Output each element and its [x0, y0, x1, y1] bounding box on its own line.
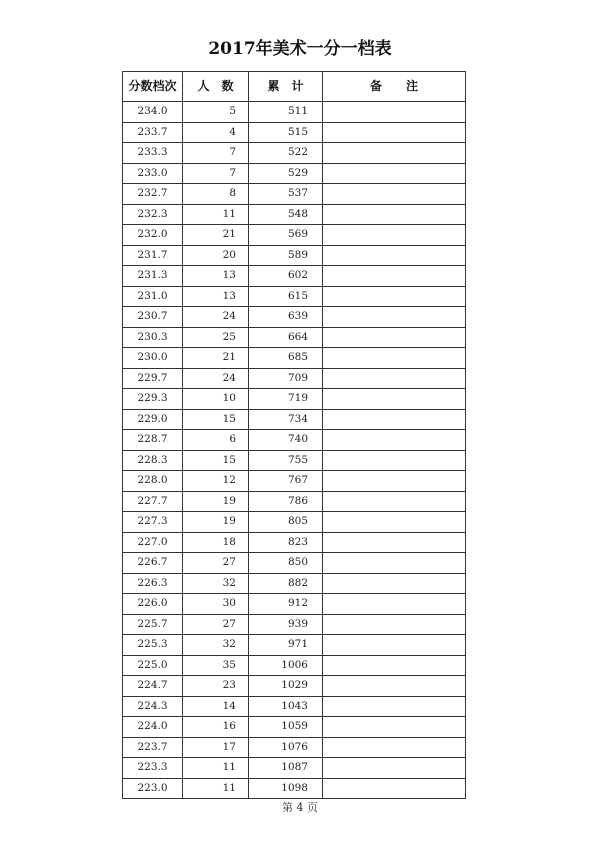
- score-cell: 231.3: [123, 266, 183, 287]
- cumulative-cell: 740: [249, 430, 323, 451]
- count-cell: 7: [183, 163, 249, 184]
- count-cell: 14: [183, 696, 249, 717]
- cumulative-cell: 786: [249, 491, 323, 512]
- cumulative-cell: 882: [249, 573, 323, 594]
- cumulative-cell: 1076: [249, 737, 323, 758]
- count-cell: 11: [183, 778, 249, 799]
- table-row: [123, 471, 466, 492]
- table-row: [123, 368, 466, 389]
- score-cell: 226.0: [123, 594, 183, 615]
- count-cell: 15: [183, 409, 249, 430]
- count-cell: 11: [183, 758, 249, 779]
- cumulative-cell: 850: [249, 553, 323, 574]
- note-cell: [323, 573, 466, 594]
- score-cell: 231.0: [123, 286, 183, 307]
- count-cell: 35: [183, 655, 249, 676]
- score-cell: 226.7: [123, 553, 183, 574]
- cumulative-cell: 515: [249, 122, 323, 143]
- cumulative-cell: 602: [249, 266, 323, 287]
- count-cell: 20: [183, 245, 249, 266]
- note-cell: [323, 696, 466, 717]
- table-row: [123, 758, 466, 779]
- score-cell: 233.3: [123, 143, 183, 164]
- score-cell: 232.3: [123, 204, 183, 225]
- table-row: [123, 655, 466, 676]
- table-row: [123, 348, 466, 369]
- score-cell: 232.7: [123, 184, 183, 205]
- score-cell: 232.0: [123, 225, 183, 246]
- score-cell: 229.0: [123, 409, 183, 430]
- cumulative-cell: 537: [249, 184, 323, 205]
- cumulative-cell: 589: [249, 245, 323, 266]
- count-cell: 19: [183, 491, 249, 512]
- table-row: [123, 409, 466, 430]
- header-score: 分数档次: [123, 72, 183, 102]
- note-cell: [323, 450, 466, 471]
- count-cell: 23: [183, 676, 249, 697]
- note-cell: [323, 491, 466, 512]
- table-row: [123, 307, 466, 328]
- note-cell: [323, 635, 466, 656]
- score-cell: 223.7: [123, 737, 183, 758]
- note-cell: [323, 717, 466, 738]
- count-cell: 24: [183, 368, 249, 389]
- note-cell: [323, 204, 466, 225]
- cumulative-cell: 639: [249, 307, 323, 328]
- note-cell: [323, 266, 466, 287]
- document-title: 2017年美术一分一档表: [208, 39, 392, 59]
- note-cell: [323, 737, 466, 758]
- score-cell: 229.7: [123, 368, 183, 389]
- count-cell: 8: [183, 184, 249, 205]
- score-cell: 229.3: [123, 389, 183, 410]
- count-cell: 32: [183, 635, 249, 656]
- score-cell: 224.0: [123, 717, 183, 738]
- note-cell: [323, 307, 466, 328]
- count-cell: 19: [183, 512, 249, 533]
- count-cell: 15: [183, 450, 249, 471]
- note-cell: [323, 409, 466, 430]
- table-row: [123, 163, 466, 184]
- note-cell: [323, 368, 466, 389]
- cumulative-cell: 971: [249, 635, 323, 656]
- score-cell: 230.0: [123, 348, 183, 369]
- score-cell: 223.0: [123, 778, 183, 799]
- table-body: [123, 102, 466, 799]
- cumulative-cell: 511: [249, 102, 323, 123]
- table-row: [123, 594, 466, 615]
- score-cell: 234.0: [123, 102, 183, 123]
- table-row: [123, 389, 466, 410]
- score-cell: 228.0: [123, 471, 183, 492]
- table-row: [123, 327, 466, 348]
- table-row: [123, 450, 466, 471]
- table-row: [123, 676, 466, 697]
- page-number: 第 4 页: [282, 801, 318, 814]
- table-row: [123, 143, 466, 164]
- count-cell: 5: [183, 102, 249, 123]
- count-cell: 16: [183, 717, 249, 738]
- cumulative-cell: 1006: [249, 655, 323, 676]
- header-note: 备 注: [323, 72, 466, 102]
- note-cell: [323, 512, 466, 533]
- cumulative-cell: 664: [249, 327, 323, 348]
- table-row: [123, 184, 466, 205]
- table-row: [123, 573, 466, 594]
- count-cell: 18: [183, 532, 249, 553]
- score-cell: 225.3: [123, 635, 183, 656]
- score-cell: 224.3: [123, 696, 183, 717]
- score-cell: 228.3: [123, 450, 183, 471]
- cumulative-cell: 548: [249, 204, 323, 225]
- count-cell: 32: [183, 573, 249, 594]
- cumulative-cell: 615: [249, 286, 323, 307]
- cumulative-cell: 1043: [249, 696, 323, 717]
- note-cell: [323, 430, 466, 451]
- score-cell: 227.0: [123, 532, 183, 553]
- note-cell: [323, 594, 466, 615]
- score-cell: 230.3: [123, 327, 183, 348]
- cumulative-cell: 805: [249, 512, 323, 533]
- score-cell: 224.7: [123, 676, 183, 697]
- table-row: [123, 245, 466, 266]
- cumulative-cell: 1098: [249, 778, 323, 799]
- note-cell: [323, 389, 466, 410]
- table-row: [123, 225, 466, 246]
- note-cell: [323, 286, 466, 307]
- table-row: [123, 532, 466, 553]
- count-cell: 21: [183, 225, 249, 246]
- table-row: [123, 266, 466, 287]
- table-row: [123, 614, 466, 635]
- score-cell: 226.3: [123, 573, 183, 594]
- cumulative-cell: 755: [249, 450, 323, 471]
- table-header-row: [123, 72, 466, 102]
- score-cell: 233.0: [123, 163, 183, 184]
- note-cell: [323, 676, 466, 697]
- cumulative-cell: 767: [249, 471, 323, 492]
- count-cell: 10: [183, 389, 249, 410]
- cumulative-cell: 1059: [249, 717, 323, 738]
- cumulative-cell: 709: [249, 368, 323, 389]
- count-cell: 17: [183, 737, 249, 758]
- count-cell: 7: [183, 143, 249, 164]
- table-row: [123, 778, 466, 799]
- score-cell: 230.7: [123, 307, 183, 328]
- count-cell: 24: [183, 307, 249, 328]
- note-cell: [323, 143, 466, 164]
- score-cell: 227.7: [123, 491, 183, 512]
- note-cell: [323, 778, 466, 799]
- note-cell: [323, 163, 466, 184]
- count-cell: 13: [183, 286, 249, 307]
- note-cell: [323, 655, 466, 676]
- cumulative-cell: 569: [249, 225, 323, 246]
- count-cell: 11: [183, 204, 249, 225]
- cumulative-cell: 529: [249, 163, 323, 184]
- note-cell: [323, 532, 466, 553]
- table-row: [123, 635, 466, 656]
- table-row: [123, 696, 466, 717]
- cumulative-cell: 939: [249, 614, 323, 635]
- table-row: [123, 717, 466, 738]
- count-cell: 12: [183, 471, 249, 492]
- count-cell: 30: [183, 594, 249, 615]
- score-cell: 225.7: [123, 614, 183, 635]
- note-cell: [323, 225, 466, 246]
- score-cell: 228.7: [123, 430, 183, 451]
- note-cell: [323, 102, 466, 123]
- note-cell: [323, 245, 466, 266]
- cumulative-cell: 912: [249, 594, 323, 615]
- count-cell: 27: [183, 553, 249, 574]
- cumulative-cell: 823: [249, 532, 323, 553]
- note-cell: [323, 614, 466, 635]
- count-cell: 4: [183, 122, 249, 143]
- count-cell: 25: [183, 327, 249, 348]
- table-row: [123, 204, 466, 225]
- score-cell: 223.3: [123, 758, 183, 779]
- table-row: [123, 491, 466, 512]
- count-cell: 13: [183, 266, 249, 287]
- table-row: [123, 102, 466, 123]
- header-count: 人 数: [183, 72, 249, 102]
- cumulative-cell: 734: [249, 409, 323, 430]
- score-cell: 227.3: [123, 512, 183, 533]
- note-cell: [323, 327, 466, 348]
- note-cell: [323, 348, 466, 369]
- count-cell: 6: [183, 430, 249, 451]
- cumulative-cell: 719: [249, 389, 323, 410]
- cumulative-cell: 522: [249, 143, 323, 164]
- cumulative-cell: 1087: [249, 758, 323, 779]
- count-cell: 27: [183, 614, 249, 635]
- cumulative-cell: 685: [249, 348, 323, 369]
- note-cell: [323, 758, 466, 779]
- note-cell: [323, 471, 466, 492]
- header-cumulative: 累 计: [249, 72, 323, 102]
- score-cell: 231.7: [123, 245, 183, 266]
- table-row: [123, 286, 466, 307]
- score-distribution-table: [122, 71, 466, 799]
- table-row: [123, 430, 466, 451]
- table-row: [123, 122, 466, 143]
- note-cell: [323, 184, 466, 205]
- table-row: [123, 553, 466, 574]
- score-cell: 225.0: [123, 655, 183, 676]
- note-cell: [323, 553, 466, 574]
- cumulative-cell: 1029: [249, 676, 323, 697]
- count-cell: 21: [183, 348, 249, 369]
- score-cell: 233.7: [123, 122, 183, 143]
- table-row: [123, 737, 466, 758]
- note-cell: [323, 122, 466, 143]
- table-row: [123, 512, 466, 533]
